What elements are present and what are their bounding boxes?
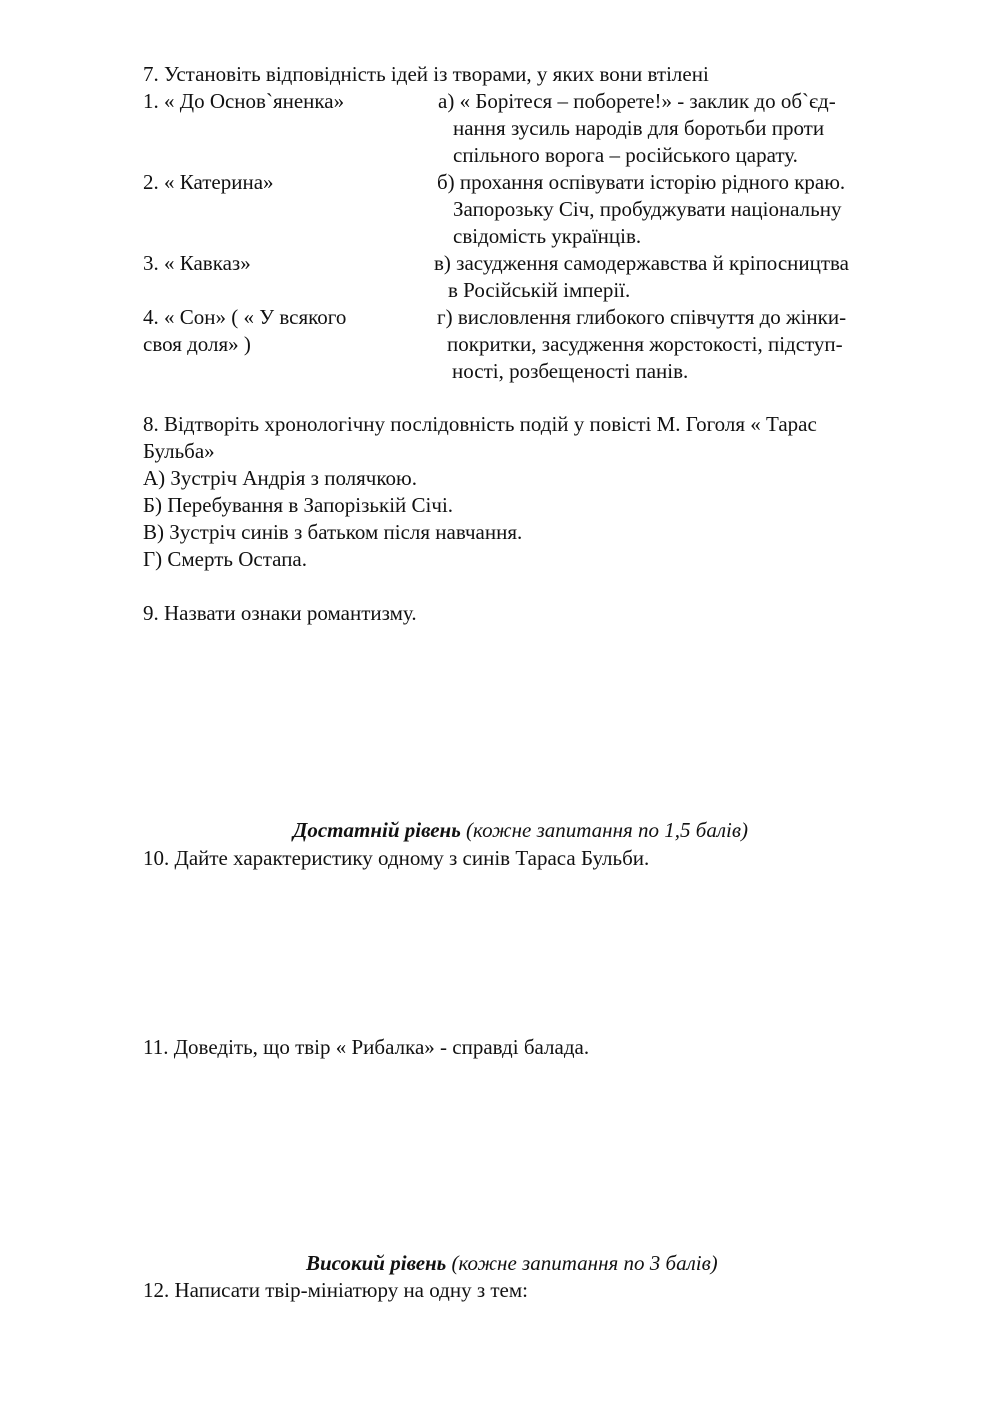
q8-item-b: Б) Перебування в Запорізькій Січі. — [143, 493, 454, 517]
q7-work-3: 3. « Кавказ» — [143, 251, 251, 275]
q7-idea-g-line-3: ності, розбещеності панів. — [452, 359, 689, 383]
q8-item-v: В) Зустріч синів з батьком після навчання. — [143, 520, 523, 544]
q8-item-a: А) Зустріч Андрія з полячкою. — [143, 466, 417, 490]
q7-idea-g-line-2: покритки, засудження жорстокості, підступ- — [447, 332, 843, 356]
q9-question: 9. Назвати ознаки романтизму. — [143, 601, 417, 625]
q7-work-1: 1. « До Основ`яненка» — [143, 89, 345, 113]
q7-work-4-line-2: своя доля» ) — [143, 332, 251, 356]
q7-idea-v-line-1: в) засудження самодержавства й кріпосництва — [434, 251, 849, 275]
level-high-heading — [306, 1250, 718, 1277]
q10-question: 10. Дайте характеристику одному з синів Тараса Бульби. — [143, 846, 650, 870]
q7-idea-b-line-2: Запорозьку Січ, пробуджувати національну — [453, 197, 842, 221]
q7-idea-a-line-3: спільного ворога – російського царату. — [453, 143, 798, 167]
q11-question: 11. Доведіть, що твір « Рибалка» - справді балада. — [143, 1035, 590, 1059]
level-sufficient-note: (кожне запитання по 1,5 балів) — [460, 818, 748, 842]
q8-title-line-2: Бульба» — [143, 439, 215, 463]
q8-item-g: Г) Смерть Остапа. — [143, 547, 308, 571]
q7-idea-g-line-1: г) висловлення глибокого співчуття до жінки- — [437, 305, 847, 329]
q7-work-4-line-1: 4. « Сон» ( « У всякого — [143, 305, 347, 329]
q12-question: 12. Написати твір-мініатюру на одну з тем: — [143, 1278, 528, 1302]
level-high-name: Високий рівень — [306, 1251, 447, 1275]
q7-idea-a-line-2: нання зусиль народів для боротьби проти — [453, 116, 825, 140]
q7-idea-v-line-2: в Російській імперії. — [448, 278, 631, 302]
q7-idea-a-line-1: а) « Борітеся – поборете!» - заклик до об`єд- — [438, 89, 836, 113]
level-sufficient-name: Достатній рівень — [293, 818, 461, 842]
q8-title-line-1: 8. Відтворіть хронологічну послідовність подій у повісті М. Гоголя « Тарас — [143, 412, 817, 436]
level-high-note: (кожне запитання по 3 балів) — [446, 1251, 718, 1275]
q7-work-2: 2. « Катерина» — [143, 170, 274, 194]
level-sufficient-heading — [293, 817, 748, 844]
q7-title: 7. Установіть відповідність ідей із творами, у яких вони втілені — [143, 62, 709, 86]
q7-idea-b-line-1: б) прохання оспівувати історію рідного краю. — [437, 170, 846, 194]
q7-idea-b-line-3: свідомість українців. — [453, 224, 642, 248]
